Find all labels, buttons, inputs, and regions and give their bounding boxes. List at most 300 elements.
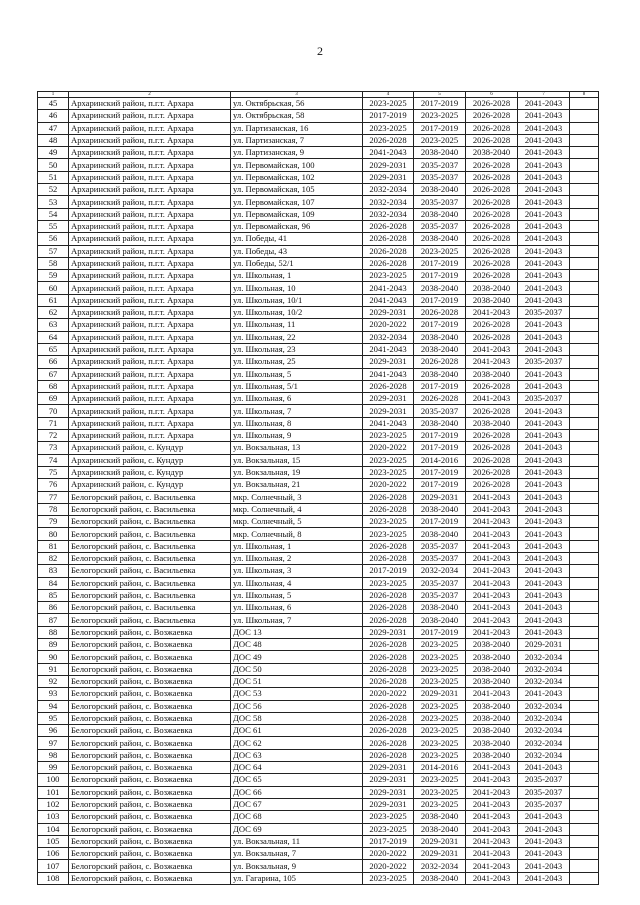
row-number-cell: 64	[38, 331, 69, 343]
year-range-cell: 2020-2022	[363, 860, 414, 872]
address-cell: ДОС 63	[231, 749, 363, 761]
year-range-cell: 2041-2043	[518, 528, 570, 540]
district-settlement-cell: Архаринский район, п.г.т. Архара	[69, 122, 231, 134]
year-range-cell: 2023-2025	[414, 774, 466, 786]
notes-cell	[570, 159, 599, 171]
row-number-cell: 99	[38, 762, 69, 774]
table-row	[38, 872, 599, 884]
notes-cell	[570, 417, 599, 429]
row-number-cell: 84	[38, 577, 69, 589]
year-range-cell: 2041-2043	[466, 589, 518, 601]
year-range-cell: 2032-2034	[363, 208, 414, 220]
table-row	[38, 639, 599, 651]
year-range-cell: 2026-2028	[466, 319, 518, 331]
row-number-cell: 81	[38, 540, 69, 552]
address-cell: ул. Победы, 41	[231, 233, 363, 245]
address-cell: ул. Школьная, 6	[231, 602, 363, 614]
year-range-cell: 2026-2028	[466, 430, 518, 442]
year-range-cell: 2035-2037	[414, 196, 466, 208]
year-range-cell: 2020-2022	[363, 319, 414, 331]
year-range-cell: 2023-2025	[414, 737, 466, 749]
notes-cell	[570, 614, 599, 626]
year-range-cell: 2023-2025	[414, 712, 466, 724]
table-row	[38, 749, 599, 761]
year-range-cell: 2041-2043	[518, 331, 570, 343]
year-range-cell: 2041-2043	[466, 860, 518, 872]
year-range-cell: 2029-2031	[363, 356, 414, 368]
year-range-cell: 2041-2043	[518, 516, 570, 528]
row-number-cell: 57	[38, 245, 69, 257]
district-settlement-cell: Архаринский район, п.г.т. Архара	[69, 430, 231, 442]
year-range-cell: 2041-2043	[518, 860, 570, 872]
district-settlement-cell: Белогорский район, с. Возжаевка	[69, 798, 231, 810]
address-cell: ул. Школьная, 25	[231, 356, 363, 368]
year-range-cell: 2026-2028	[466, 122, 518, 134]
notes-cell	[570, 651, 599, 663]
year-range-cell: 2032-2034	[414, 860, 466, 872]
district-settlement-cell: Белогорский район, с. Васильевка	[69, 577, 231, 589]
year-range-cell: 2041-2043	[518, 134, 570, 146]
notes-cell	[570, 516, 599, 528]
notes-cell	[570, 786, 599, 798]
address-cell: мкр. Солнечный, 3	[231, 491, 363, 503]
year-range-cell: 2041-2043	[518, 122, 570, 134]
year-range-cell: 2041-2043	[518, 257, 570, 269]
year-range-cell: 2026-2028	[466, 466, 518, 478]
year-range-cell: 2026-2028	[466, 270, 518, 282]
address-cell: ДОС 51	[231, 675, 363, 687]
address-cell: ул. Первомайская, 102	[231, 171, 363, 183]
notes-cell	[570, 184, 599, 196]
year-range-cell: 2038-2040	[466, 737, 518, 749]
row-number-cell: 56	[38, 233, 69, 245]
table-row	[38, 110, 599, 122]
district-settlement-cell: Архаринский район, п.г.т. Архара	[69, 245, 231, 257]
year-range-cell: 2023-2025	[414, 110, 466, 122]
address-cell: ДОС 53	[231, 688, 363, 700]
year-range-cell: 2041-2043	[518, 688, 570, 700]
notes-cell	[570, 663, 599, 675]
district-settlement-cell: Белогорский район, с. Васильевка	[69, 602, 231, 614]
address-cell: ул. Вокзальная, 15	[231, 454, 363, 466]
table-row	[38, 98, 599, 110]
table-row	[38, 257, 599, 269]
row-number-cell: 83	[38, 565, 69, 577]
row-number-cell: 92	[38, 675, 69, 687]
row-number-cell: 54	[38, 208, 69, 220]
table-row	[38, 626, 599, 638]
year-range-cell: 2038-2040	[466, 700, 518, 712]
address-cell: ул. Вокзальная, 21	[231, 479, 363, 491]
address-cell: ул. Школьная, 3	[231, 565, 363, 577]
row-number-cell: 45	[38, 98, 69, 110]
year-range-cell: 2026-2028	[466, 184, 518, 196]
year-range-cell: 2023-2025	[363, 430, 414, 442]
year-range-cell: 2026-2028	[363, 602, 414, 614]
year-range-cell: 2023-2025	[414, 651, 466, 663]
year-range-cell: 2041-2043	[518, 442, 570, 454]
notes-cell	[570, 454, 599, 466]
notes-cell	[570, 405, 599, 417]
table-row	[38, 540, 599, 552]
district-settlement-cell: Белогорский район, с. Возжаевка	[69, 737, 231, 749]
district-settlement-cell: Белогорский район, с. Васильевка	[69, 589, 231, 601]
notes-cell	[570, 331, 599, 343]
address-cell: ул. Первомайская, 100	[231, 159, 363, 171]
address-cell: ул. Вокзальная, 9	[231, 860, 363, 872]
notes-cell	[570, 528, 599, 540]
notes-cell	[570, 675, 599, 687]
row-number-cell: 90	[38, 651, 69, 663]
column-number: 3	[231, 92, 363, 98]
year-range-cell: 2041-2043	[466, 540, 518, 552]
year-range-cell: 2038-2040	[466, 639, 518, 651]
year-range-cell: 2035-2037	[518, 774, 570, 786]
notes-cell	[570, 835, 599, 847]
page-number: 2	[317, 44, 323, 58]
year-range-cell: 2041-2043	[518, 294, 570, 306]
row-number-cell: 87	[38, 614, 69, 626]
year-range-cell: 2020-2022	[363, 442, 414, 454]
notes-cell	[570, 589, 599, 601]
row-number-cell: 50	[38, 159, 69, 171]
year-range-cell: 2026-2028	[466, 134, 518, 146]
district-settlement-cell: Белогорский район, с. Васильевка	[69, 565, 231, 577]
year-range-cell: 2038-2040	[414, 343, 466, 355]
year-range-cell: 2038-2040	[466, 712, 518, 724]
year-range-cell: 2041-2043	[518, 208, 570, 220]
year-range-cell: 2041-2043	[518, 835, 570, 847]
row-number-cell: 51	[38, 171, 69, 183]
address-cell: ДОС 49	[231, 651, 363, 663]
table-row	[38, 331, 599, 343]
year-range-cell: 2035-2037	[518, 393, 570, 405]
table-row	[38, 762, 599, 774]
address-cell: ул. Вокзальная, 13	[231, 442, 363, 454]
table-row	[38, 430, 599, 442]
notes-cell	[570, 774, 599, 786]
year-range-cell: 2041-2043	[363, 282, 414, 294]
year-range-cell: 2026-2028	[363, 552, 414, 564]
year-range-cell: 2038-2040	[414, 823, 466, 835]
year-range-cell: 2023-2025	[363, 577, 414, 589]
table-row	[38, 675, 599, 687]
year-range-cell: 2041-2043	[466, 343, 518, 355]
row-number-cell: 55	[38, 220, 69, 232]
year-range-cell: 2041-2043	[518, 159, 570, 171]
table-row	[38, 479, 599, 491]
year-range-cell: 2038-2040	[414, 184, 466, 196]
table-row	[38, 725, 599, 737]
year-range-cell: 2029-2031	[414, 848, 466, 860]
table-body	[38, 92, 599, 885]
year-range-cell: 2017-2019	[414, 479, 466, 491]
district-settlement-cell: Архаринский район, п.г.т. Архара	[69, 196, 231, 208]
address-cell: ул. Победы, 43	[231, 245, 363, 257]
notes-cell	[570, 442, 599, 454]
year-range-cell: 2023-2025	[414, 134, 466, 146]
year-range-cell: 2041-2043	[466, 307, 518, 319]
address-cell: ул. Победы, 52/1	[231, 257, 363, 269]
year-range-cell: 2029-2031	[363, 405, 414, 417]
address-cell: ДОС 67	[231, 798, 363, 810]
year-range-cell: 2026-2028	[363, 220, 414, 232]
year-range-cell: 2041-2043	[518, 380, 570, 392]
table-row	[38, 651, 599, 663]
table-row	[38, 196, 599, 208]
column-number: 7	[518, 92, 570, 98]
table-row	[38, 552, 599, 564]
year-range-cell: 2026-2028	[363, 725, 414, 737]
row-number-cell: 72	[38, 430, 69, 442]
notes-cell	[570, 171, 599, 183]
year-range-cell: 2029-2031	[363, 307, 414, 319]
year-range-cell: 2023-2025	[363, 454, 414, 466]
year-range-cell: 2026-2028	[466, 171, 518, 183]
address-cell: ул. Школьная, 6	[231, 393, 363, 405]
address-cell: ул. Вокзальная, 19	[231, 466, 363, 478]
year-range-cell: 2038-2040	[414, 208, 466, 220]
year-range-cell: 2041-2043	[466, 614, 518, 626]
year-range-cell: 2026-2028	[363, 134, 414, 146]
row-number-cell: 70	[38, 405, 69, 417]
year-range-cell: 2041-2043	[518, 343, 570, 355]
row-number-cell: 47	[38, 122, 69, 134]
year-range-cell: 2038-2040	[466, 663, 518, 675]
table-row	[38, 811, 599, 823]
address-cell: мкр. Солнечный, 5	[231, 516, 363, 528]
year-range-cell: 2029-2031	[363, 626, 414, 638]
year-range-cell: 2038-2040	[466, 294, 518, 306]
table-row	[38, 270, 599, 282]
year-range-cell: 2029-2031	[363, 786, 414, 798]
district-settlement-cell: Архаринский район, п.г.т. Архара	[69, 393, 231, 405]
table-row	[38, 848, 599, 860]
year-range-cell: 2041-2043	[518, 454, 570, 466]
table-row	[38, 134, 599, 146]
address-cell: ДОС 64	[231, 762, 363, 774]
year-range-cell: 2026-2028	[466, 380, 518, 392]
district-settlement-cell: Белогорский район, с. Возжаевка	[69, 762, 231, 774]
notes-cell	[570, 725, 599, 737]
table-row	[38, 454, 599, 466]
year-range-cell: 2041-2043	[466, 552, 518, 564]
year-range-cell: 2041-2043	[518, 540, 570, 552]
row-number-cell: 71	[38, 417, 69, 429]
year-range-cell: 2038-2040	[466, 749, 518, 761]
address-cell: ул. Школьная, 1	[231, 270, 363, 282]
table-row	[38, 503, 599, 515]
year-range-cell: 2017-2019	[414, 122, 466, 134]
year-range-cell: 2029-2031	[363, 393, 414, 405]
notes-cell	[570, 737, 599, 749]
year-range-cell: 2041-2043	[518, 823, 570, 835]
year-range-cell: 2041-2043	[518, 98, 570, 110]
row-number-cell: 100	[38, 774, 69, 786]
year-range-cell: 2032-2034	[518, 725, 570, 737]
district-settlement-cell: Архаринский район, п.г.т. Архара	[69, 220, 231, 232]
year-range-cell: 2026-2028	[363, 639, 414, 651]
district-settlement-cell: Архаринский район, п.г.т. Архара	[69, 282, 231, 294]
row-number-cell: 86	[38, 602, 69, 614]
district-settlement-cell: Архаринский район, п.г.т. Архара	[69, 110, 231, 122]
address-cell: ДОС 66	[231, 786, 363, 798]
year-range-cell: 2041-2043	[466, 798, 518, 810]
year-range-cell: 2041-2043	[518, 368, 570, 380]
district-settlement-cell: Белогорский район, с. Васильевка	[69, 516, 231, 528]
year-range-cell: 2038-2040	[466, 417, 518, 429]
table-row	[38, 319, 599, 331]
notes-cell	[570, 688, 599, 700]
address-cell: ул. Первомайская, 105	[231, 184, 363, 196]
year-range-cell: 2026-2028	[466, 220, 518, 232]
table-row	[38, 147, 599, 159]
district-settlement-cell: Архаринский район, п.г.т. Архара	[69, 380, 231, 392]
row-number-cell: 62	[38, 307, 69, 319]
district-settlement-cell: Архаринский район, п.г.т. Архара	[69, 270, 231, 282]
row-number-cell: 59	[38, 270, 69, 282]
district-settlement-cell: Архаринский район, п.г.т. Архара	[69, 307, 231, 319]
year-range-cell: 2026-2028	[466, 257, 518, 269]
row-number-cell: 78	[38, 503, 69, 515]
notes-cell	[570, 208, 599, 220]
year-range-cell: 2023-2025	[363, 122, 414, 134]
year-range-cell: 2026-2028	[363, 540, 414, 552]
district-settlement-cell: Архаринский район, п.г.т. Архара	[69, 208, 231, 220]
year-range-cell: 2035-2037	[414, 159, 466, 171]
row-number-cell: 105	[38, 835, 69, 847]
year-range-cell: 2041-2043	[518, 171, 570, 183]
year-range-cell: 2017-2019	[363, 835, 414, 847]
year-range-cell: 2035-2037	[518, 798, 570, 810]
row-number-cell: 98	[38, 749, 69, 761]
year-range-cell: 2041-2043	[518, 147, 570, 159]
notes-cell	[570, 565, 599, 577]
notes-cell	[570, 257, 599, 269]
address-cell: ДОС 13	[231, 626, 363, 638]
year-range-cell: 2026-2028	[466, 442, 518, 454]
address-cell: ул. Школьная, 5/1	[231, 380, 363, 392]
table-row	[38, 171, 599, 183]
year-range-cell: 2017-2019	[414, 516, 466, 528]
year-range-cell: 2041-2043	[518, 282, 570, 294]
year-range-cell: 2017-2019	[414, 380, 466, 392]
table-row	[38, 184, 599, 196]
year-range-cell: 2026-2028	[466, 233, 518, 245]
notes-cell	[570, 872, 599, 884]
table-row	[38, 466, 599, 478]
table-row	[38, 245, 599, 257]
row-number-cell: 75	[38, 466, 69, 478]
year-range-cell: 2041-2043	[518, 196, 570, 208]
table-row	[38, 356, 599, 368]
notes-cell	[570, 368, 599, 380]
year-range-cell: 2041-2043	[518, 589, 570, 601]
district-settlement-cell: Архаринский район, с. Кундур	[69, 454, 231, 466]
row-number-cell: 74	[38, 454, 69, 466]
year-range-cell: 2032-2034	[414, 565, 466, 577]
year-range-cell: 2041-2043	[466, 872, 518, 884]
row-number-cell: 97	[38, 737, 69, 749]
row-number-cell: 79	[38, 516, 69, 528]
schedule-table	[37, 91, 599, 885]
notes-cell	[570, 503, 599, 515]
year-range-cell: 2032-2034	[363, 184, 414, 196]
address-cell: ул. Школьная, 10	[231, 282, 363, 294]
district-settlement-cell: Белогорский район, с. Васильевка	[69, 614, 231, 626]
district-settlement-cell: Белогорский район, с. Васильевка	[69, 540, 231, 552]
district-settlement-cell: Белогорский район, с. Возжаевка	[69, 675, 231, 687]
address-cell: ДОС 50	[231, 663, 363, 675]
row-number-cell: 77	[38, 491, 69, 503]
year-range-cell: 2038-2040	[466, 651, 518, 663]
table-row	[38, 737, 599, 749]
table-row	[38, 516, 599, 528]
notes-cell	[570, 626, 599, 638]
year-range-cell: 2017-2019	[414, 294, 466, 306]
notes-cell	[570, 245, 599, 257]
year-range-cell: 2035-2037	[414, 589, 466, 601]
district-settlement-cell: Архаринский район, п.г.т. Архара	[69, 159, 231, 171]
year-range-cell: 2032-2034	[518, 749, 570, 761]
year-range-cell: 2041-2043	[466, 762, 518, 774]
row-number-cell: 91	[38, 663, 69, 675]
notes-cell	[570, 430, 599, 442]
year-range-cell: 2029-2031	[518, 639, 570, 651]
year-range-cell: 2020-2022	[363, 848, 414, 860]
year-range-cell: 2041-2043	[466, 565, 518, 577]
year-range-cell: 2041-2043	[518, 233, 570, 245]
notes-cell	[570, 380, 599, 392]
row-number-cell: 89	[38, 639, 69, 651]
year-range-cell: 2032-2034	[518, 675, 570, 687]
year-range-cell: 2020-2022	[363, 688, 414, 700]
column-number: 6	[466, 92, 518, 98]
district-settlement-cell: Белогорский район, с. Возжаевка	[69, 712, 231, 724]
year-range-cell: 2017-2019	[363, 565, 414, 577]
table-row	[38, 393, 599, 405]
year-range-cell: 2023-2025	[363, 872, 414, 884]
district-settlement-cell: Белогорский район, с. Возжаевка	[69, 725, 231, 737]
table-row	[38, 368, 599, 380]
table-row	[38, 688, 599, 700]
year-range-cell: 2026-2028	[363, 712, 414, 724]
year-range-cell: 2023-2025	[363, 466, 414, 478]
notes-cell	[570, 798, 599, 810]
year-range-cell: 2029-2031	[363, 774, 414, 786]
address-cell: ул. Школьная, 8	[231, 417, 363, 429]
notes-cell	[570, 491, 599, 503]
year-range-cell: 2041-2043	[466, 688, 518, 700]
year-range-cell: 2026-2028	[414, 307, 466, 319]
notes-cell	[570, 749, 599, 761]
notes-cell	[570, 110, 599, 122]
column-number: 1	[38, 92, 69, 98]
district-settlement-cell: Архаринский район, п.г.т. Архара	[69, 134, 231, 146]
year-range-cell: 2035-2037	[518, 356, 570, 368]
year-range-cell: 2041-2043	[518, 848, 570, 860]
year-range-cell: 2029-2031	[363, 798, 414, 810]
notes-cell	[570, 639, 599, 651]
year-range-cell: 2023-2025	[414, 798, 466, 810]
row-number-cell: 101	[38, 786, 69, 798]
district-settlement-cell: Белогорский район, с. Васильевка	[69, 503, 231, 515]
row-number-cell: 60	[38, 282, 69, 294]
row-number-cell: 73	[38, 442, 69, 454]
district-settlement-cell: Белогорский район, с. Возжаевка	[69, 663, 231, 675]
year-range-cell: 2026-2028	[363, 245, 414, 257]
column-number: 2	[69, 92, 231, 98]
